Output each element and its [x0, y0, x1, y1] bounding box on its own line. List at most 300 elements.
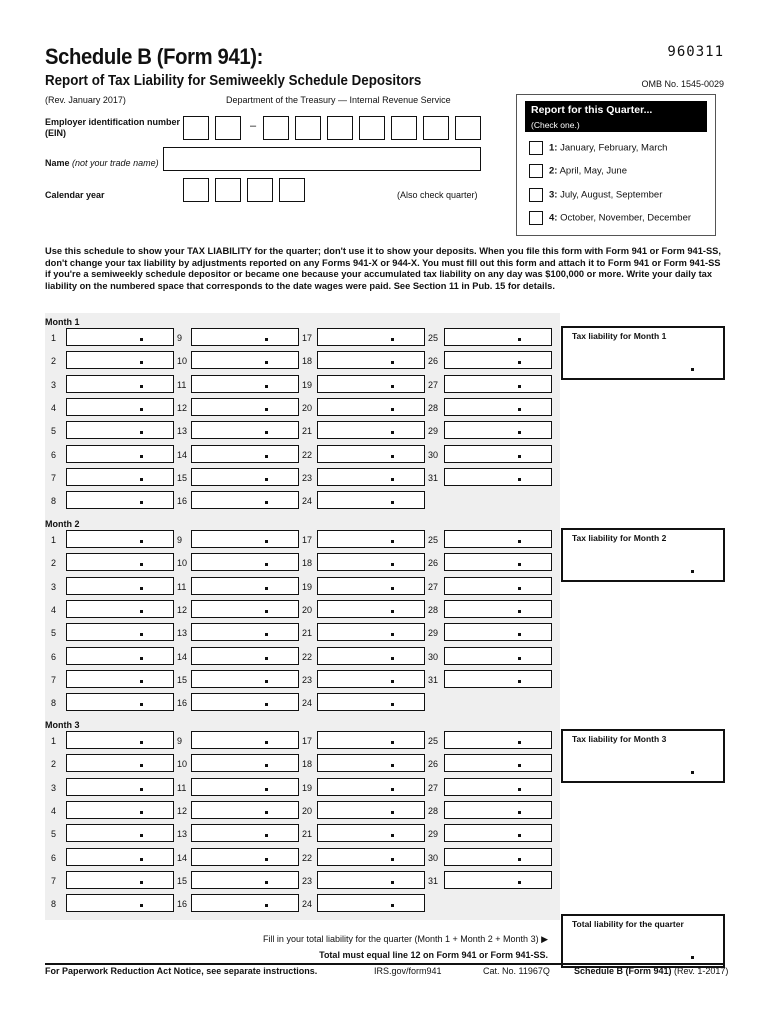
day-number: 14 — [177, 449, 188, 460]
name-label: Name (not your trade name) — [45, 158, 159, 168]
decimal-point — [140, 881, 143, 884]
day-number: 2 — [51, 759, 57, 770]
decimal-point — [391, 741, 394, 744]
day-number: 11 — [177, 581, 187, 592]
month-3-day-16-field[interactable] — [191, 894, 299, 912]
month-2-day-2-field[interactable] — [66, 553, 174, 571]
decimal-point — [265, 741, 268, 744]
month-2-day-26-field[interactable] — [444, 553, 552, 571]
quarter-1-checkbox[interactable] — [529, 141, 543, 155]
month-3-day-30-field[interactable] — [444, 848, 552, 866]
quarter-option-2[interactable]: 2: April, May, June — [529, 164, 627, 178]
decimal-point — [391, 657, 394, 660]
decimal-point — [140, 788, 143, 791]
month-1-day-19-field[interactable] — [317, 375, 425, 393]
decimal-point — [518, 338, 521, 341]
catalog-number: Cat. No. 11967Q — [483, 966, 550, 976]
quarter-4-checkbox[interactable] — [529, 211, 543, 225]
day-number: 1 — [51, 736, 57, 746]
decimal-point — [391, 501, 394, 504]
day-number: 26 — [428, 558, 439, 569]
day-number: 4 — [51, 604, 57, 615]
day-number: 26 — [428, 759, 439, 770]
day-number: 16 — [177, 899, 188, 910]
omb-number: OMB No. 1545-0029 — [641, 79, 724, 89]
month-1-day-14-field[interactable] — [191, 445, 299, 463]
day-number: 28 — [428, 604, 439, 615]
day-number: 12 — [177, 402, 188, 413]
day-number: 19 — [302, 581, 313, 592]
decimal-point — [391, 478, 394, 481]
day-number: 26 — [428, 356, 439, 367]
month-1-day-6-field[interactable] — [66, 445, 174, 463]
month-1-day-4-field[interactable] — [66, 398, 174, 416]
month-3-day-10-field[interactable] — [191, 754, 299, 772]
decimal-point — [518, 361, 521, 364]
decimal-point — [391, 788, 394, 791]
month-3-day-15-field[interactable] — [191, 871, 299, 889]
month-1-day-1-field[interactable] — [66, 328, 174, 346]
month-2-day-21-field[interactable] — [317, 623, 425, 641]
month-3-day-2-field[interactable] — [66, 754, 174, 772]
month-3-total-box[interactable]: Tax liability for Month 3 — [561, 729, 725, 783]
month-3-day-21-field[interactable] — [317, 824, 425, 842]
day-number: 2 — [51, 356, 57, 367]
month-1-day-5-field[interactable] — [66, 421, 174, 439]
decimal-point — [265, 385, 268, 388]
decimal-point — [265, 811, 268, 814]
decimal-point — [391, 540, 394, 543]
decimal-point — [691, 771, 694, 774]
quarter-panel — [516, 94, 716, 236]
decimal-point — [518, 385, 521, 388]
month-2-day-4-field[interactable] — [66, 600, 174, 618]
decimal-point — [391, 703, 394, 706]
day-number: 24 — [302, 496, 313, 507]
decimal-point — [265, 338, 268, 341]
decimal-point — [265, 501, 268, 504]
decimal-point — [265, 431, 268, 434]
decimal-point — [518, 587, 521, 590]
month-2-day-11-field[interactable] — [191, 577, 299, 595]
day-number: 19 — [302, 782, 313, 793]
decimal-point — [140, 361, 143, 364]
month-1-day-7-field[interactable] — [66, 468, 174, 486]
decimal-point — [391, 881, 394, 884]
day-number: 13 — [177, 829, 188, 840]
decimal-point — [265, 858, 268, 861]
day-number: 22 — [302, 852, 313, 863]
ein-digit-6[interactable] — [359, 116, 385, 140]
month-2-day-12-field[interactable] — [191, 600, 299, 618]
month-2-total-box[interactable]: Tax liability for Month 2 — [561, 528, 725, 582]
day-number: 9 — [177, 535, 183, 545]
month-3-day-22-field[interactable] — [317, 848, 425, 866]
decimal-point — [140, 455, 143, 458]
day-number: 30 — [428, 651, 439, 662]
decimal-point — [140, 858, 143, 861]
month-3-day-19-field[interactable] — [317, 778, 425, 796]
decimal-point — [140, 540, 143, 543]
decimal-point — [518, 741, 521, 744]
decimal-point — [391, 431, 394, 434]
decimal-point — [265, 455, 268, 458]
day-number: 23 — [302, 875, 313, 886]
day-number: 29 — [428, 628, 439, 639]
revision-date: (Rev. January 2017) — [45, 95, 126, 105]
day-number: 3 — [51, 379, 57, 390]
day-number: 27 — [428, 782, 439, 793]
month-3-day-9-field[interactable] — [191, 731, 299, 749]
decimal-point — [391, 764, 394, 767]
quarter-2-checkbox[interactable] — [529, 164, 543, 178]
month-3-day-5-field[interactable] — [66, 824, 174, 842]
day-number: 19 — [302, 379, 313, 390]
month-1-day-23-field[interactable] — [317, 468, 425, 486]
decimal-point — [140, 633, 143, 636]
day-number: 22 — [302, 449, 313, 460]
decimal-point — [518, 540, 521, 543]
month-1-day-10-field[interactable] — [191, 351, 299, 369]
decimal-point — [518, 881, 521, 884]
month-1-day-16-field[interactable] — [191, 491, 299, 509]
month-2-day-20-field[interactable] — [317, 600, 425, 618]
decimal-point — [140, 501, 143, 504]
decimal-point — [391, 811, 394, 814]
month-3-day-7-field[interactable] — [66, 871, 174, 889]
month-1-day-29-field[interactable] — [444, 421, 552, 439]
decimal-point — [265, 657, 268, 660]
month-2-day-27-field[interactable] — [444, 577, 552, 595]
month-1-day-24-field[interactable] — [317, 491, 425, 509]
decimal-point — [140, 657, 143, 660]
month-3-day-23-field[interactable] — [317, 871, 425, 889]
decimal-point — [518, 834, 521, 837]
day-number: 30 — [428, 449, 439, 460]
decimal-point — [265, 361, 268, 364]
day-number: 13 — [177, 628, 188, 639]
decimal-point — [391, 361, 394, 364]
month-1-day-13-field[interactable] — [191, 421, 299, 439]
month-3-day-4-field[interactable] — [66, 801, 174, 819]
day-number: 31 — [428, 875, 439, 886]
day-number: 1 — [51, 333, 57, 343]
month-3-day-31-field[interactable] — [444, 871, 552, 889]
day-number: 28 — [428, 805, 439, 816]
day-number: 15 — [177, 875, 188, 886]
decimal-point — [265, 904, 268, 907]
decimal-point — [391, 408, 394, 411]
ein-dash: – — [250, 120, 257, 132]
day-number: 21 — [302, 426, 313, 437]
day-number: 23 — [302, 674, 313, 685]
month-3-day-12-field[interactable] — [191, 801, 299, 819]
month-1-day-30-field[interactable] — [444, 445, 552, 463]
decimal-point — [265, 703, 268, 706]
form-title: Schedule B (Form 941): — [45, 44, 263, 69]
month-2-day-19-field[interactable] — [317, 577, 425, 595]
year-digit-2[interactable] — [215, 178, 241, 202]
month-1-day-2-field[interactable] — [66, 351, 174, 369]
form-subtitle: Report of Tax Liability for Semiweekly Schedule Depositors — [45, 73, 422, 89]
day-number: 27 — [428, 581, 439, 592]
decimal-point — [391, 904, 394, 907]
quarter-option-4[interactable]: 4: October, November, December — [529, 211, 691, 225]
decimal-point — [265, 633, 268, 636]
decimal-point — [140, 741, 143, 744]
footer-rule — [45, 963, 725, 965]
day-number: 10 — [177, 558, 188, 569]
calendar-year-label: Calendar year — [45, 190, 105, 200]
month-1-day-17-field[interactable] — [317, 328, 425, 346]
decimal-point — [265, 764, 268, 767]
month-3-day-24-field[interactable] — [317, 894, 425, 912]
decimal-point — [391, 338, 394, 341]
decimal-point — [518, 680, 521, 683]
decimal-point — [391, 834, 394, 837]
month-2-day-31-field[interactable] — [444, 670, 552, 688]
ein-label: Employer identification number (EIN) — [45, 117, 181, 138]
month-3-day-17-field[interactable] — [317, 731, 425, 749]
day-number: 15 — [177, 674, 188, 685]
day-number: 3 — [51, 782, 57, 793]
day-number: 24 — [302, 899, 313, 910]
form-reference: Schedule B (Form 941) (Rev. 1-2017) — [574, 966, 729, 976]
day-number: 25 — [428, 333, 439, 343]
department-label: Department of the Treasury — Internal Revenue Service — [226, 95, 451, 105]
day-number: 5 — [51, 628, 57, 639]
month-2-day-9-field[interactable] — [191, 530, 299, 548]
day-number: 17 — [302, 736, 313, 746]
instructions-paragraph: Use this schedule to show your TAX LIABILITY for the quarter; don't use it to show your deposits. When you file this form with Form 941 or Form 941-SS, don't change your tax liability by adjustments reported on any Forms 941-X or 944-X. You must fill out this form and attach it to Form 941 or Form 941-SS if you're a semiweekly schedule depositor or became one because your accumulated tax liability on any day was $100,000 or more. Write your daily tax liability on the numbered space that corresponds to the date wages were paid. See Section 11 in Pub. 15 for details. — [45, 246, 721, 291]
year-digit-3[interactable] — [247, 178, 273, 202]
month-2-day-23-field[interactable] — [317, 670, 425, 688]
day-number: 9 — [177, 736, 183, 746]
month-2-day-16-field[interactable] — [191, 693, 299, 711]
month-2-day-15-field[interactable] — [191, 670, 299, 688]
quarter-panel-header: Report for this Quarter... (Check one.) — [525, 101, 707, 132]
decimal-point — [140, 764, 143, 767]
month-3-day-29-field[interactable] — [444, 824, 552, 842]
month-3-day-14-field[interactable] — [191, 848, 299, 866]
decimal-point — [140, 610, 143, 613]
day-number: 13 — [177, 426, 188, 437]
day-number: 8 — [51, 496, 57, 507]
also-check-note: (Also check quarter) — [397, 190, 478, 200]
month-1-day-27-field[interactable] — [444, 375, 552, 393]
month-3-label: Month 3 — [45, 720, 80, 730]
day-number: 9 — [177, 333, 183, 343]
month-1-day-3-field[interactable] — [66, 375, 174, 393]
month-2-day-1-field[interactable] — [66, 530, 174, 548]
day-number: 10 — [177, 759, 188, 770]
decimal-point — [691, 956, 694, 959]
quarter-total-box[interactable]: Total liability for the quarter — [561, 914, 725, 968]
year-digit-4[interactable] — [279, 178, 305, 202]
decimal-point — [140, 431, 143, 434]
month-3-day-18-field[interactable] — [317, 754, 425, 772]
day-number: 12 — [177, 805, 188, 816]
form-number: 960311 — [667, 44, 724, 60]
day-number: 25 — [428, 736, 439, 746]
ein-digit-3[interactable] — [263, 116, 289, 140]
month-1-day-8-field[interactable] — [66, 491, 174, 509]
ein-digit-4[interactable] — [295, 116, 321, 140]
month-1-day-18-field[interactable] — [317, 351, 425, 369]
decimal-point — [518, 788, 521, 791]
month-2-day-22-field[interactable] — [317, 647, 425, 665]
decimal-point — [265, 408, 268, 411]
decimal-point — [518, 408, 521, 411]
day-number: 24 — [302, 698, 313, 709]
month-2-day-24-field[interactable] — [317, 693, 425, 711]
day-number: 4 — [51, 805, 57, 816]
decimal-point — [391, 455, 394, 458]
fill-in-instruction: Fill in your total liability for the quarter (Month 1 + Month 2 + Month 3) ▶ — [262, 934, 548, 944]
day-number: 5 — [51, 426, 57, 437]
decimal-point — [265, 610, 268, 613]
decimal-point — [391, 610, 394, 613]
ein-digit-9[interactable] — [455, 116, 481, 140]
month-2-day-25-field[interactable] — [444, 530, 552, 548]
month-1-day-12-field[interactable] — [191, 398, 299, 416]
day-number: 20 — [302, 805, 313, 816]
month-2-day-28-field[interactable] — [444, 600, 552, 618]
decimal-point — [140, 563, 143, 566]
decimal-point — [140, 811, 143, 814]
month-2-day-7-field[interactable] — [66, 670, 174, 688]
month-1-total-box[interactable]: Tax liability for Month 1 — [561, 326, 725, 380]
month-1-day-25-field[interactable] — [444, 328, 552, 346]
month-2-day-6-field[interactable] — [66, 647, 174, 665]
quarter-3-checkbox[interactable] — [529, 188, 543, 202]
day-number: 7 — [51, 875, 57, 886]
decimal-point — [265, 834, 268, 837]
day-number: 7 — [51, 472, 57, 483]
day-number: 6 — [51, 651, 57, 662]
month-2-day-17-field[interactable] — [317, 530, 425, 548]
decimal-point — [140, 385, 143, 388]
month-1-day-26-field[interactable] — [444, 351, 552, 369]
day-number: 2 — [51, 558, 57, 569]
day-number: 3 — [51, 581, 57, 592]
month-3-day-27-field[interactable] — [444, 778, 552, 796]
month-3-day-20-field[interactable] — [317, 801, 425, 819]
month-3-day-6-field[interactable] — [66, 848, 174, 866]
month-2-day-18-field[interactable] — [317, 553, 425, 571]
decimal-point — [691, 368, 694, 371]
decimal-point — [391, 858, 394, 861]
quarter-option-3[interactable]: 3: July, August, September — [529, 188, 662, 202]
month-3-day-25-field[interactable] — [444, 731, 552, 749]
day-number: 23 — [302, 472, 313, 483]
day-number: 18 — [302, 558, 313, 569]
month-2-day-29-field[interactable] — [444, 623, 552, 641]
day-number: 30 — [428, 852, 439, 863]
day-number: 16 — [177, 698, 188, 709]
day-number: 8 — [51, 899, 57, 910]
decimal-point — [265, 587, 268, 590]
month-3-day-13-field[interactable] — [191, 824, 299, 842]
month-1-day-21-field[interactable] — [317, 421, 425, 439]
month-2-day-8-field[interactable] — [66, 693, 174, 711]
day-number: 31 — [428, 674, 439, 685]
ein-digit-5[interactable] — [327, 116, 353, 140]
decimal-point — [140, 834, 143, 837]
day-number: 14 — [177, 852, 188, 863]
month-2-day-10-field[interactable] — [191, 553, 299, 571]
decimal-point — [265, 680, 268, 683]
month-3-day-11-field[interactable] — [191, 778, 299, 796]
day-number: 6 — [51, 852, 57, 863]
decimal-point — [140, 338, 143, 341]
day-number: 17 — [302, 535, 313, 545]
decimal-point — [391, 587, 394, 590]
decimal-point — [140, 408, 143, 411]
decimal-point — [391, 563, 394, 566]
month-1-day-28-field[interactable] — [444, 398, 552, 416]
month-3-day-1-field[interactable] — [66, 731, 174, 749]
decimal-point — [140, 703, 143, 706]
month-2-day-3-field[interactable] — [66, 577, 174, 595]
decimal-point — [518, 657, 521, 660]
month-3-day-28-field[interactable] — [444, 801, 552, 819]
month-2-day-13-field[interactable] — [191, 623, 299, 641]
month-1-day-9-field[interactable] — [191, 328, 299, 346]
day-number: 18 — [302, 356, 313, 367]
decimal-point — [265, 540, 268, 543]
decimal-point — [518, 455, 521, 458]
ein-digit-1[interactable] — [183, 116, 209, 140]
month-1-day-22-field[interactable] — [317, 445, 425, 463]
decimal-point — [391, 633, 394, 636]
ein-digit-2[interactable] — [215, 116, 241, 140]
month-2-day-5-field[interactable] — [66, 623, 174, 641]
day-number: 10 — [177, 356, 188, 367]
day-number: 28 — [428, 402, 439, 413]
month-1-day-31-field[interactable] — [444, 468, 552, 486]
month-3-day-26-field[interactable] — [444, 754, 552, 772]
day-number: 8 — [51, 698, 57, 709]
ein-digit-8[interactable] — [423, 116, 449, 140]
decimal-point — [518, 633, 521, 636]
day-number: 6 — [51, 449, 57, 460]
decimal-point — [391, 385, 394, 388]
quarter-option-1[interactable]: 1: January, February, March — [529, 141, 667, 155]
decimal-point — [391, 680, 394, 683]
year-digit-1[interactable] — [183, 178, 209, 202]
month-2-day-14-field[interactable] — [191, 647, 299, 665]
day-number: 25 — [428, 535, 439, 545]
irs-url: IRS.gov/form941 — [374, 966, 442, 976]
month-1-day-15-field[interactable] — [191, 468, 299, 486]
decimal-point — [518, 563, 521, 566]
decimal-point — [265, 478, 268, 481]
decimal-point — [518, 764, 521, 767]
decimal-point — [140, 680, 143, 683]
day-number: 1 — [51, 535, 57, 545]
month-1-day-20-field[interactable] — [317, 398, 425, 416]
day-number: 11 — [177, 782, 187, 793]
day-number: 17 — [302, 333, 313, 343]
month-1-day-11-field[interactable] — [191, 375, 299, 393]
name-field[interactable] — [163, 147, 481, 171]
decimal-point — [140, 478, 143, 481]
month-3-day-3-field[interactable] — [66, 778, 174, 796]
month-2-day-30-field[interactable] — [444, 647, 552, 665]
month-3-day-8-field[interactable] — [66, 894, 174, 912]
ein-digit-7[interactable] — [391, 116, 417, 140]
